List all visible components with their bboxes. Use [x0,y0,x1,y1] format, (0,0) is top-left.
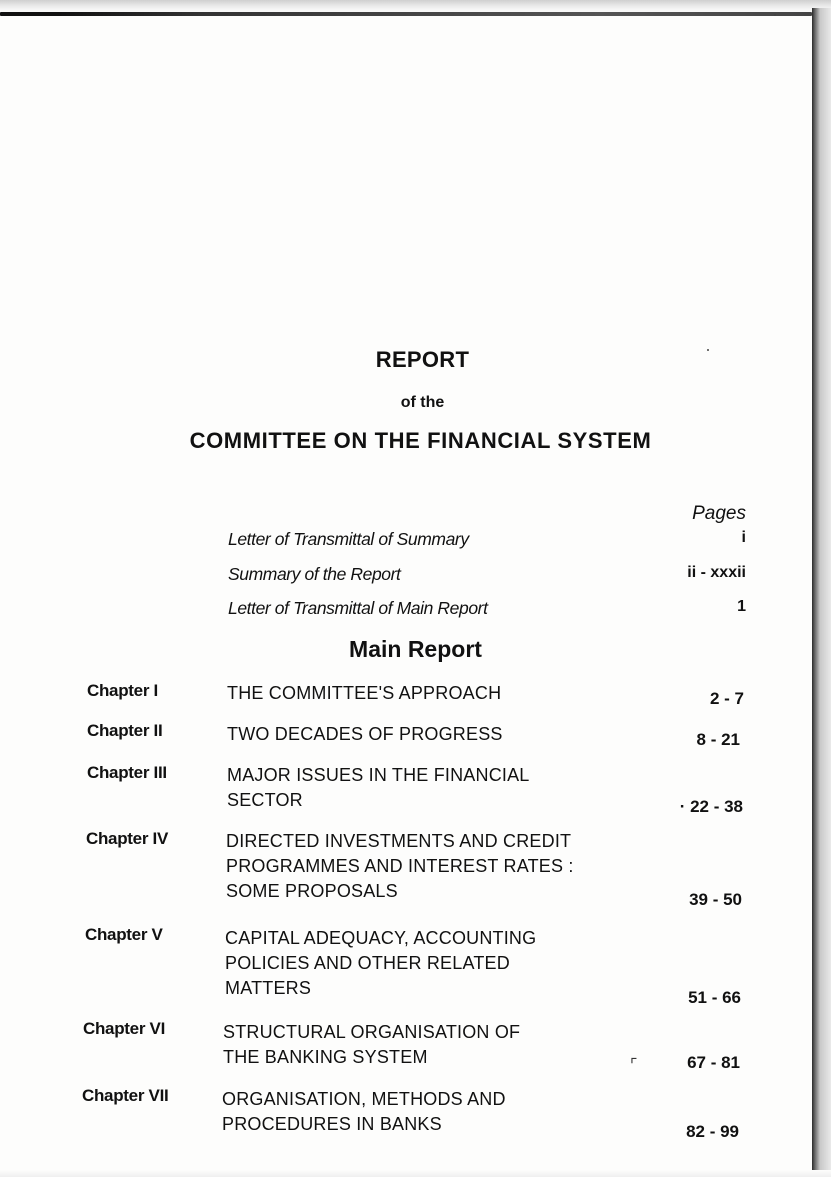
chapter-title: MAJOR ISSUES IN THE FINANCIAL SECTOR [227,765,530,810]
chapter-label: Chapter VI [83,1019,166,1038]
chapter-title: CAPITAL ADEQUACY, ACCOUNTING POLICIES AND OTHER RELATED MATTERS [225,928,537,998]
report-subtitle-connector: of the [400,394,445,411]
toc-entry-pages: 1 [737,598,746,615]
handwritten-tick-mark: ⌜ [630,1057,638,1074]
toc-entry [228,529,746,553]
report-title: REPORT [375,347,470,372]
toc-entry-pages: i [741,529,746,546]
page-bottom-edge [0,1170,831,1177]
page-right-edge [812,8,831,1177]
chapter-pages: 39 - 50 [689,890,742,909]
chapter-label: Chapter IV [86,829,169,848]
toc-entry-label: Letter of Transmittal of Main Report [228,598,488,618]
chapter-label: Chapter II [87,721,163,740]
chapter-label: Chapter I [87,681,158,700]
chapter-pages: 51 - 66 [688,988,741,1007]
top-rule [0,12,812,16]
toc-entry [228,564,746,588]
toc-entry-label: Letter of Transmittal of Summary [228,529,469,549]
chapter-title: DIRECTED INVESTMENTS AND CREDIT PROGRAMMES AND INTEREST RATES : SOME PROPOSALS [226,831,574,901]
chapter-pages: · 22 - 38 [679,797,743,816]
chapter-pages: 2 - 7 [709,689,744,708]
chapter-pages: 82 - 99 [686,1122,739,1141]
toc-entry [228,598,746,622]
pages-column-heading: Pages [692,503,746,524]
chapter-label: Chapter V [85,925,163,944]
main-report-heading: Main Report [349,636,482,662]
chapter-label: Chapter III [87,763,167,782]
chapter-pages: 67 - 81 [687,1053,740,1072]
chapter-label: Chapter VII [82,1086,169,1105]
chapter-title: THE COMMITTEE'S APPROACH [227,683,502,703]
dust-speck [774,14,776,16]
chapter-pages: 8 - 21 [696,730,740,749]
chapter-title: TWO DECADES OF PROGRESS [227,724,503,744]
chapter-title: STRUCTURAL ORGANISATION OF THE BANKING SYSTEM [223,1022,521,1067]
committee-title: COMMITTEE ON THE FINANCIAL SYSTEM [189,428,652,453]
toc-entry-label: Summary of the Report [228,564,401,584]
toc-entry-pages: ii - xxxii [687,564,746,581]
chapter-title: ORGANISATION, METHODS AND PROCEDURES IN BANKS [222,1089,506,1134]
